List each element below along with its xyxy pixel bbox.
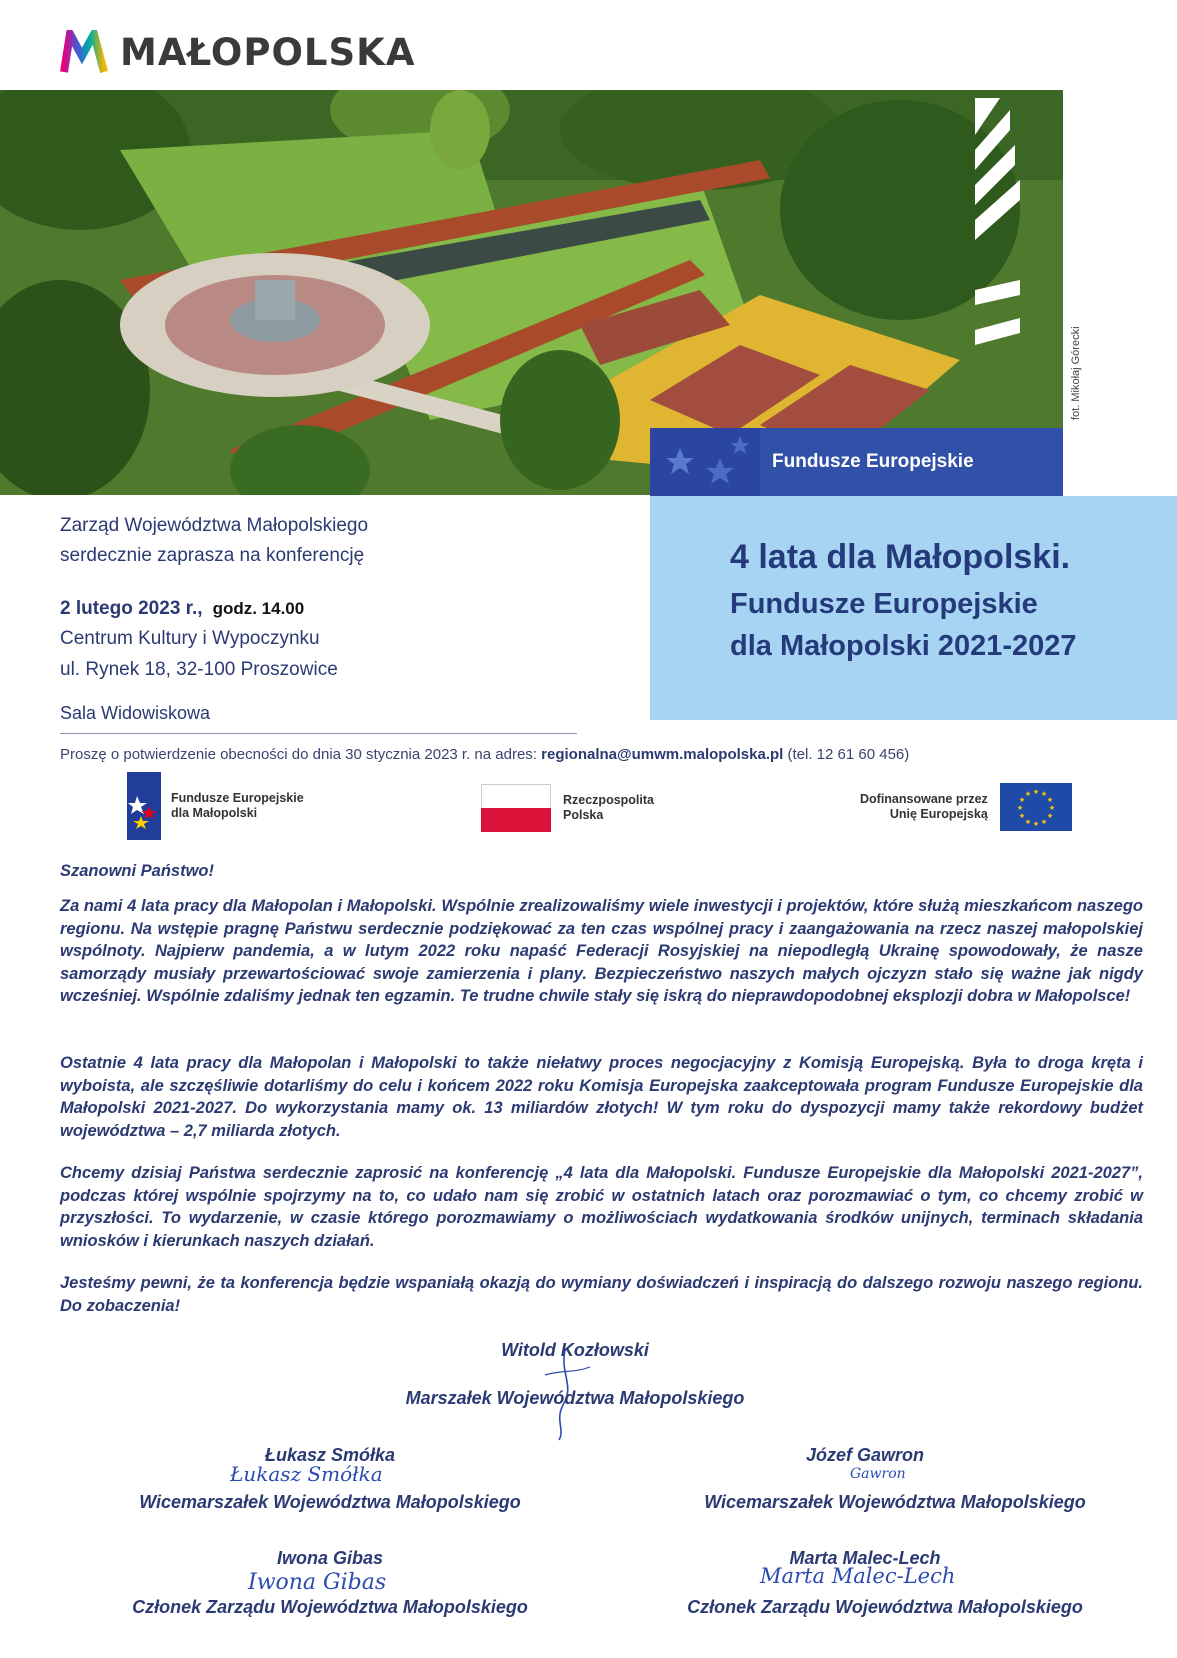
rp-logo-line2: Polska [563,808,604,822]
svg-text:★: ★ [1032,820,1039,828]
signatory-3-role: Wicemarszałek Województwa Małopolskiego [704,1492,1086,1512]
signatory-2-name: Łukasz Smółka [264,1445,396,1465]
signatory-4-name: Iwona Gibas [276,1548,384,1568]
rp-logo-line1: Rzeczpospolita [563,793,654,807]
brand-name: MAŁOPOLSKA [120,30,416,74]
eu-logo-line1: Dofinansowane przez [860,792,988,806]
svg-text:★: ★ [1018,812,1025,820]
signature-4-hand: Iwona Gibas [248,1570,387,1595]
venue-name: Centrum Kultury i Wypoczynku [60,628,320,649]
svg-text:★: ★ [1024,818,1031,826]
letter-paragraph-2: Ostatnie 4 lata pracy dla Małopolan i Małopolski to także niełatwy proces negocjacyjny z Komisją Europejską. Była to droga kręta i wyboista, ale szczęśliwie dotarliśmy do celu i końcem 2022 roku Komisja Europejska zaakceptowała program Fundusze Europejskie dla Małopolski 2021-2027. Do wykorzystania mamy ok. 13 miliardów złotych! W tym roku do dyspozycji mamy także rekordowy budżet województwa – 2,7 miliarda złotych. [60,1054,1143,1140]
svg-text:★: ★ [1046,812,1053,820]
fe-flag-icon [127,772,161,840]
fe-stars-icon [650,428,760,496]
eu-flag-icon [1000,783,1072,831]
letter-paragraph-3: Chcemy dzisiaj Państwa serdecznie zaprosić na konferencję „4 lata dla Małopolski. Fundusze Europejskie dla Małopolski 2021-2027”, podczas której wspólnie spojrzymy na to, co udało nam się zrobić w ostatnich latach oraz porozmawiać o tym, co chcemy zrobić w przyszłości. To wydarzenie, w czasie którego porozmawiamy o możliwościach wydatkowania środków unijnych, terminach składania wniosków i kierunkach naszych działań. [60,1164,1143,1250]
rp-logo [481,784,654,832]
malopolska-m-icon [60,30,110,74]
letter-paragraph-1: Za nami 4 lata pracy dla Małopolan i Małopolski. Wspólnie zrealizowaliśmy wiele inwestycji i projektów, które służą mieszkańcom naszego regionu. Na wstępie pragnę Państwu serdecznie podziękować za ten czas wspólnej pracy i zaangażowania na rzecz naszej małopolskiej wspólnoty. Najpierw pandemia, a w lutym 2022 roku napaść Federacji Rosyjskiej na niepodległą Ukrainę spowodowały, że nasze samorządy musiały przewartościować swoje zamierzenia i plany. Bezpieczeństwo naszych małych ojczyzn stało się ważne jak nigdy wcześniej. Wspólnie zdaliśmy jednak ten egzamin. Te trudne chwile stały się iskrą do nieprawdopodobnej eksplozji dobra w Małopolsce! [60,897,1143,1005]
svg-text:★: ★ [1046,796,1053,804]
event-date-line [60,598,304,620]
signatory-2-role: Wicemarszałek Województwa Małopolskiego [139,1492,521,1512]
signatory-3-name: Józef Gawron [805,1445,925,1465]
svg-text:★: ★ [1032,788,1039,796]
fe-malopolska-logo [127,772,304,840]
polish-flag-icon [481,784,551,832]
letter-paragraph-4: Jesteśmy pewni, że ta konferencja będzie wspaniałą okazją do wymiany doświadczeń i inspiracją do dalszego rozwoju naszego regionu. Do zobaczenia! [60,1274,1143,1315]
photo-credit: fot. Mikołaj Górecki [1070,326,1082,420]
svg-text:★: ★ [1016,804,1023,812]
signatory-4-role: Członek Zarządu Województwa Małopolskiego [132,1597,528,1617]
signature-5-hand: Marta Malec-Lech [760,1564,956,1588]
fe-logo-line2: dla Małopolski [171,806,258,820]
letter-greeting: Szanowni Państwo! [60,862,215,880]
program-bar-label: Fundusze Europejskie [772,451,974,472]
invitation-line2: serdecznie zaprasza na konferencję [60,545,365,566]
event-time: godz. 14.00 [212,599,305,618]
fe-logo-line1: Fundusze Europejskie [171,791,304,805]
svg-text:★: ★ [1040,790,1047,798]
conference-title-line1: 4 lata dla Małopolski. [730,538,1071,576]
rsvp-line [60,746,909,763]
svg-text:★: ★ [1018,796,1025,804]
signatory-1-role: Marszałek Województwa Małopolskiego [405,1388,745,1408]
signature-2-hand: Łukasz Smółka [230,1462,383,1486]
divider [60,733,577,734]
eu-logo-line2: Unię Europejską [889,807,988,821]
svg-text:★: ★ [1048,804,1055,812]
event-date: 2 lutego 2023 r., [60,598,203,619]
conference-title-line2: Fundusze Europejskie [730,588,1038,620]
venue-hall: Sala Widowiskowa [60,703,211,723]
signatory-5-name: Marta Malec-Lech [789,1548,941,1568]
invitation-line1: Zarząd Województwa Małopolskiego [60,515,369,536]
program-bar [650,428,1063,496]
conference-title-line3: dla Małopolski 2021-2027 [730,630,1077,662]
rsvp-email-link[interactable]: regionalna@umwm.malopolska.pl [541,746,784,763]
malopolska-logo [60,28,415,76]
venue-address: ul. Rynek 18, 32-100 Proszowice [60,659,338,680]
rsvp-phone: (tel. 12 61 60 456) [783,746,910,763]
signature-3-hand: Gawron [850,1466,906,1482]
eu-logo [860,783,1072,831]
signatory-5-role: Członek Zarządu Województwa Małopolskiego [687,1597,1083,1617]
signatory-1-name: Witold Kozłowski [501,1340,649,1360]
svg-text:★: ★ [1040,818,1047,826]
rsvp-text: Proszę o potwierdzenie obecności do dnia 30 stycznia 2023 r. na adres: [60,746,542,763]
svg-text:★: ★ [1024,790,1031,798]
